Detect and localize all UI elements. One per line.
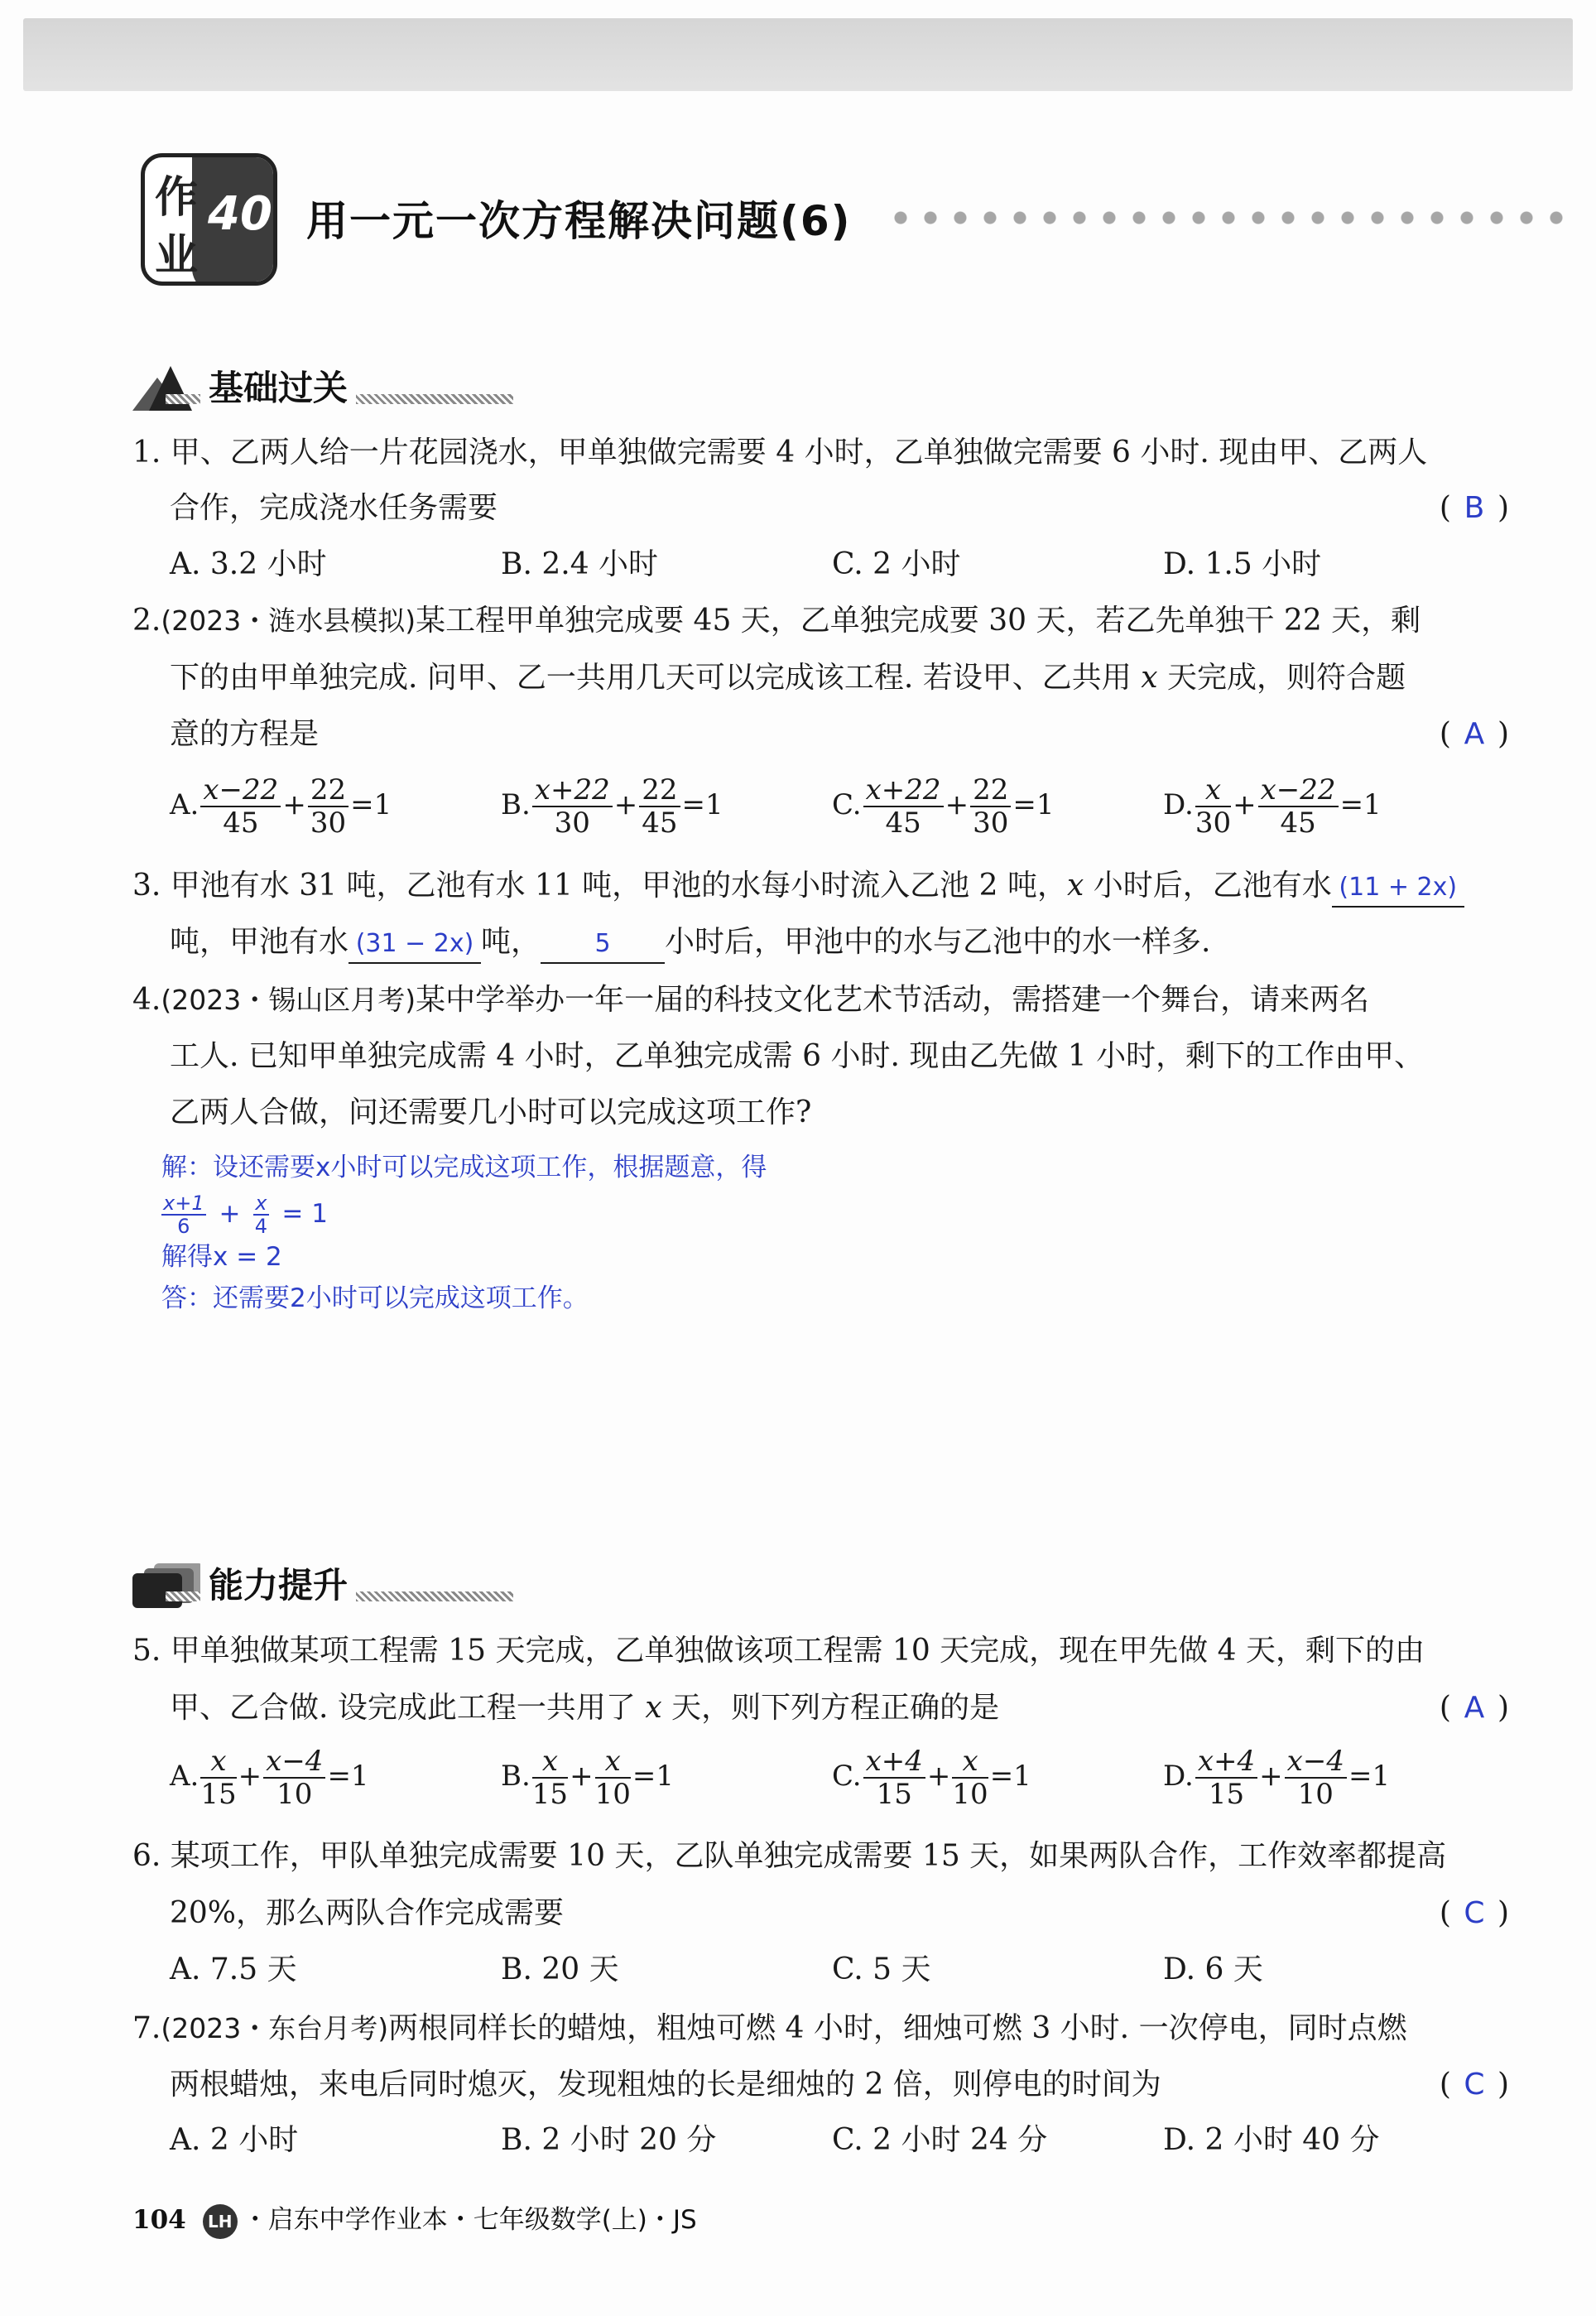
rhs: =1 bbox=[632, 1760, 674, 1793]
solution-line-3: 解得x = 2 bbox=[161, 1242, 282, 1272]
q1-line1: 1. 甲、乙两人给一片花园浇水，甲单独做完需要 4 小时，乙单独做完需要 6 小时. 现由甲、乙两人 bbox=[132, 436, 1428, 469]
q6-answer bbox=[1440, 1895, 1509, 1932]
numerator: x bbox=[255, 1192, 267, 1215]
text-part: 下的由甲单独完成. 问甲、乙一共用几天可以完成该工程. 若设甲、乙共用 bbox=[170, 661, 1142, 695]
numerator: x bbox=[952, 1745, 988, 1779]
answer-letter: A bbox=[1464, 1691, 1485, 1725]
text-part: 小时后，甲池中的水与乙池中的水一样多. bbox=[665, 925, 1211, 959]
fraction bbox=[200, 774, 281, 839]
q2-option-b bbox=[501, 774, 723, 839]
fraction bbox=[952, 1745, 988, 1810]
q5-answer bbox=[1440, 1690, 1509, 1726]
answer-letter: C bbox=[1464, 1896, 1485, 1930]
section-advanced bbox=[132, 1555, 397, 1613]
variable-x: x bbox=[1066, 869, 1084, 903]
operator: + bbox=[945, 788, 969, 821]
numerator: x+22 bbox=[863, 774, 944, 807]
page-footer bbox=[132, 2198, 697, 2239]
question-number: 7. bbox=[132, 2011, 161, 2045]
denominator: 30 bbox=[973, 807, 1009, 840]
q2-option-a bbox=[170, 774, 392, 839]
q6-line1: 6. 某项工作，甲队单独完成需要 10 天，乙队单独完成需要 15 天，如果两队合作，工作效率都提高 bbox=[132, 1839, 1447, 1873]
q4-line3: 乙两人合做，问还需要几小时可以完成这项工作? bbox=[170, 1095, 812, 1129]
denominator: 6 bbox=[177, 1215, 190, 1238]
publisher-logo: LH bbox=[203, 2204, 238, 2239]
denominator: 4 bbox=[254, 1215, 268, 1238]
q5-line2 bbox=[170, 1690, 999, 1726]
badge-top-char: 作 bbox=[155, 173, 199, 223]
option-label: D. bbox=[1163, 1760, 1194, 1793]
fraction bbox=[970, 774, 1011, 839]
q1-answer bbox=[1440, 490, 1509, 527]
q7-option-d: D. 2 小时 40 分 bbox=[1163, 2123, 1380, 2157]
text-part: 吨， bbox=[481, 925, 541, 959]
denominator: 45 bbox=[885, 807, 921, 840]
q2-line2 bbox=[170, 660, 1406, 696]
q6-option-c: C. 5 天 bbox=[832, 1952, 931, 1986]
q5-option-b bbox=[501, 1745, 674, 1810]
fraction bbox=[1285, 1745, 1347, 1810]
text-part: 3. 甲池有水 31 吨，乙池有水 11 吨，甲池的水每小时流入乙池 2 吨， bbox=[132, 869, 1067, 903]
q7-option-c: C. 2 小时 24 分 bbox=[832, 2123, 1048, 2157]
section-basic bbox=[132, 358, 397, 416]
badge-number: 40 bbox=[208, 187, 272, 241]
fraction bbox=[639, 774, 680, 839]
question-source: (2023・锡山区月考) bbox=[161, 984, 416, 1016]
numerator: 22 bbox=[308, 774, 349, 807]
option-label: A. bbox=[170, 788, 200, 821]
q6-option-a: A. 7.5 天 bbox=[170, 1952, 297, 1986]
q3-line2 bbox=[170, 924, 1210, 964]
q7-option-b: B. 2 小时 20 分 bbox=[501, 2123, 717, 2157]
numerator: x−4 bbox=[263, 1745, 325, 1779]
section-title: 能力提升 bbox=[200, 1558, 356, 1608]
section-title: 基础过关 bbox=[200, 361, 356, 411]
operator: + bbox=[1233, 788, 1257, 821]
denominator: 15 bbox=[876, 1778, 912, 1811]
fraction bbox=[1195, 774, 1231, 839]
rhs: =1 bbox=[681, 788, 723, 821]
q2-answer bbox=[1440, 716, 1509, 753]
q2-line1 bbox=[132, 603, 1421, 639]
q1-option-b: B. 2.4 小时 bbox=[501, 547, 659, 581]
numerator: x−4 bbox=[1285, 1745, 1347, 1779]
denominator: 10 bbox=[276, 1778, 313, 1811]
variable-x: x bbox=[645, 1691, 662, 1725]
numerator: x−22 bbox=[1258, 774, 1339, 807]
denominator: 30 bbox=[554, 807, 590, 840]
paren-close: ) bbox=[1497, 717, 1509, 751]
denominator: 10 bbox=[952, 1778, 988, 1811]
answer-blank-3[interactable]: 5 bbox=[541, 926, 665, 964]
paren-open: ( bbox=[1439, 1896, 1451, 1930]
q5-option-c bbox=[832, 1745, 1031, 1810]
numerator: x bbox=[595, 1745, 631, 1779]
page-number: 104 bbox=[132, 2205, 186, 2235]
question-number: 4. bbox=[132, 983, 161, 1017]
rhs: =1 bbox=[327, 1760, 369, 1793]
question-number: 2. bbox=[132, 604, 161, 638]
paren-close: ) bbox=[1497, 2068, 1509, 2102]
option-label: B. bbox=[501, 788, 531, 821]
text-part: 甲、乙合做. 设完成此工程一共用了 bbox=[170, 1691, 646, 1725]
book-title: ・启东中学作业本・七年级数学(上)・JS bbox=[242, 2205, 697, 2235]
denominator: 10 bbox=[594, 1778, 631, 1811]
page-title: 用一元一次方程解决问题(6) bbox=[306, 197, 852, 245]
q6-line2: 20%，那么两队合作完成需要 bbox=[170, 1896, 565, 1930]
lesson-header bbox=[141, 153, 1573, 286]
fraction bbox=[595, 1745, 631, 1810]
text-part: 吨，甲池有水 bbox=[170, 925, 349, 959]
numerator: x+22 bbox=[532, 774, 613, 807]
paren-open: ( bbox=[1439, 717, 1451, 751]
operator: + bbox=[1259, 1760, 1283, 1793]
paren-close: ) bbox=[1497, 1691, 1509, 1725]
rhs: =1 bbox=[989, 1760, 1031, 1793]
option-label: B. bbox=[501, 1760, 531, 1793]
answer-letter: B bbox=[1464, 491, 1485, 525]
numerator: x+4 bbox=[1195, 1745, 1257, 1779]
q2-line3: 意的方程是 bbox=[170, 717, 320, 751]
numerator: x+4 bbox=[863, 1745, 925, 1779]
paren-open: ( bbox=[1439, 2068, 1451, 2102]
solution-line-4: 答：还需要2小时可以完成这项工作。 bbox=[161, 1283, 589, 1313]
q4-line2: 工人. 已知甲单独完成需 4 小时，乙单独完成需 6 小时. 现由乙先做 1 小时，剩下的工作由甲、 bbox=[170, 1039, 1425, 1073]
numerator: x+1 bbox=[163, 1192, 204, 1215]
answer-letter: A bbox=[1464, 717, 1485, 751]
answer-letter: C bbox=[1464, 2068, 1485, 2102]
denominator: 45 bbox=[1280, 807, 1316, 840]
fraction bbox=[532, 1745, 568, 1810]
question-text: 某工程甲单独完成要 45 天，乙单独完成要 30 天，若乙先单独干 22 天，剩 bbox=[416, 604, 1421, 638]
q1-option-d: D. 1.5 小时 bbox=[1163, 547, 1322, 581]
q1-option-c: C. 2 小时 bbox=[832, 547, 961, 581]
rhs: =1 bbox=[1339, 788, 1382, 821]
question-text: 两根同样长的蜡烛，粗烛可燃 4 小时，细烛可燃 3 小时. 一次停电，同时点燃 bbox=[388, 2011, 1407, 2045]
denominator: 15 bbox=[531, 1778, 569, 1811]
operator: + bbox=[282, 788, 306, 821]
q5-option-d bbox=[1163, 1745, 1390, 1810]
q5-option-a bbox=[170, 1745, 369, 1810]
text-part: 天完成，则符合题 bbox=[1157, 661, 1406, 695]
paren-close: ) bbox=[1497, 1896, 1509, 1930]
denominator: 15 bbox=[200, 1778, 237, 1811]
denominator: 45 bbox=[642, 807, 678, 840]
text-part: 天，则下列方程正确的是 bbox=[661, 1691, 1000, 1725]
q6-option-d: D. 6 天 bbox=[1163, 1952, 1263, 1986]
fraction bbox=[1195, 1745, 1257, 1810]
q6-option-b: B. 20 天 bbox=[501, 1952, 619, 1986]
answer-blank-2[interactable]: (31 − 2x) bbox=[349, 926, 481, 964]
q2-option-d bbox=[1163, 774, 1382, 839]
numerator: x−22 bbox=[200, 774, 281, 807]
operator: + bbox=[570, 1760, 594, 1793]
option-label: D. bbox=[1163, 788, 1194, 821]
paren-open: ( bbox=[1439, 491, 1451, 525]
text-part: 小时后，乙池有水 bbox=[1084, 869, 1332, 903]
solution-equation: $\frac{x+1}{6}$ + $\frac{x}{4}$ = 1 bbox=[163, 1192, 328, 1238]
fraction bbox=[532, 774, 613, 839]
paren-open: ( bbox=[1439, 1691, 1451, 1725]
operator: + bbox=[238, 1760, 262, 1793]
option-label: A. bbox=[170, 1760, 200, 1793]
q7-line2: 两根蜡烛，来电后同时熄灭，发现粗烛的长是细烛的 2 倍，则停电的时间为 bbox=[170, 2068, 1161, 2102]
option-label: C. bbox=[832, 1760, 862, 1793]
question-source: (2023・东台月考) bbox=[161, 2012, 389, 2044]
denominator: 30 bbox=[310, 807, 347, 840]
fraction bbox=[1258, 774, 1339, 839]
rhs: =1 bbox=[1348, 1760, 1391, 1793]
q5-line1: 5. 甲单独做某项工程需 15 天完成，乙单独做该项工程需 10 天完成，现在甲先做 4 天，剩下的由 bbox=[132, 1634, 1425, 1668]
numerator: 22 bbox=[639, 774, 680, 807]
fraction bbox=[161, 1192, 206, 1237]
q2-option-c bbox=[832, 774, 1054, 839]
operator: + bbox=[613, 788, 638, 821]
denominator: 30 bbox=[1195, 807, 1232, 840]
denominator: 10 bbox=[1297, 1778, 1334, 1811]
variable-x: x bbox=[1141, 661, 1158, 695]
question-text: 某中学举办一年一届的科技文化艺术节活动，需搭建一个舞台，请来两名 bbox=[416, 983, 1370, 1017]
numerator: 22 bbox=[970, 774, 1011, 807]
q3-line1 bbox=[132, 868, 1464, 908]
q1-line2: 合作，完成浇水任务需要 bbox=[170, 491, 498, 525]
paren-close: ) bbox=[1497, 491, 1509, 525]
fraction bbox=[863, 774, 944, 839]
homework-badge bbox=[141, 153, 277, 286]
answer-blank-1[interactable]: (11 + 2x) bbox=[1332, 869, 1464, 908]
q7-line1 bbox=[132, 2010, 1407, 2047]
denominator: 15 bbox=[1208, 1778, 1245, 1811]
fraction bbox=[253, 1192, 268, 1237]
option-label: C. bbox=[832, 788, 862, 821]
q1-option-a: A. 3.2 小时 bbox=[170, 547, 327, 581]
fraction bbox=[863, 1745, 925, 1810]
rhs: =1 bbox=[1012, 788, 1055, 821]
rhs: =1 bbox=[350, 788, 392, 821]
numerator: x bbox=[200, 1745, 236, 1779]
operator: + bbox=[926, 1760, 951, 1793]
solution-line-1: 解：设还需要x小时可以完成这项工作，根据题意，得 bbox=[161, 1153, 767, 1182]
fraction bbox=[200, 1745, 236, 1810]
denominator: 45 bbox=[223, 807, 259, 840]
dot-divider bbox=[886, 209, 1573, 226]
question-source: (2023・涟水县模拟) bbox=[161, 604, 416, 637]
numerator: x bbox=[532, 1745, 568, 1779]
badge-bottom-char: 业 bbox=[155, 231, 199, 281]
fraction bbox=[308, 774, 349, 839]
scan-edge bbox=[23, 18, 1573, 91]
q4-line1 bbox=[132, 982, 1369, 1018]
numerator: x bbox=[1195, 774, 1231, 807]
q7-option-a: A. 2 小时 bbox=[170, 2123, 299, 2157]
q7-answer bbox=[1440, 2067, 1509, 2103]
fraction bbox=[263, 1745, 325, 1810]
